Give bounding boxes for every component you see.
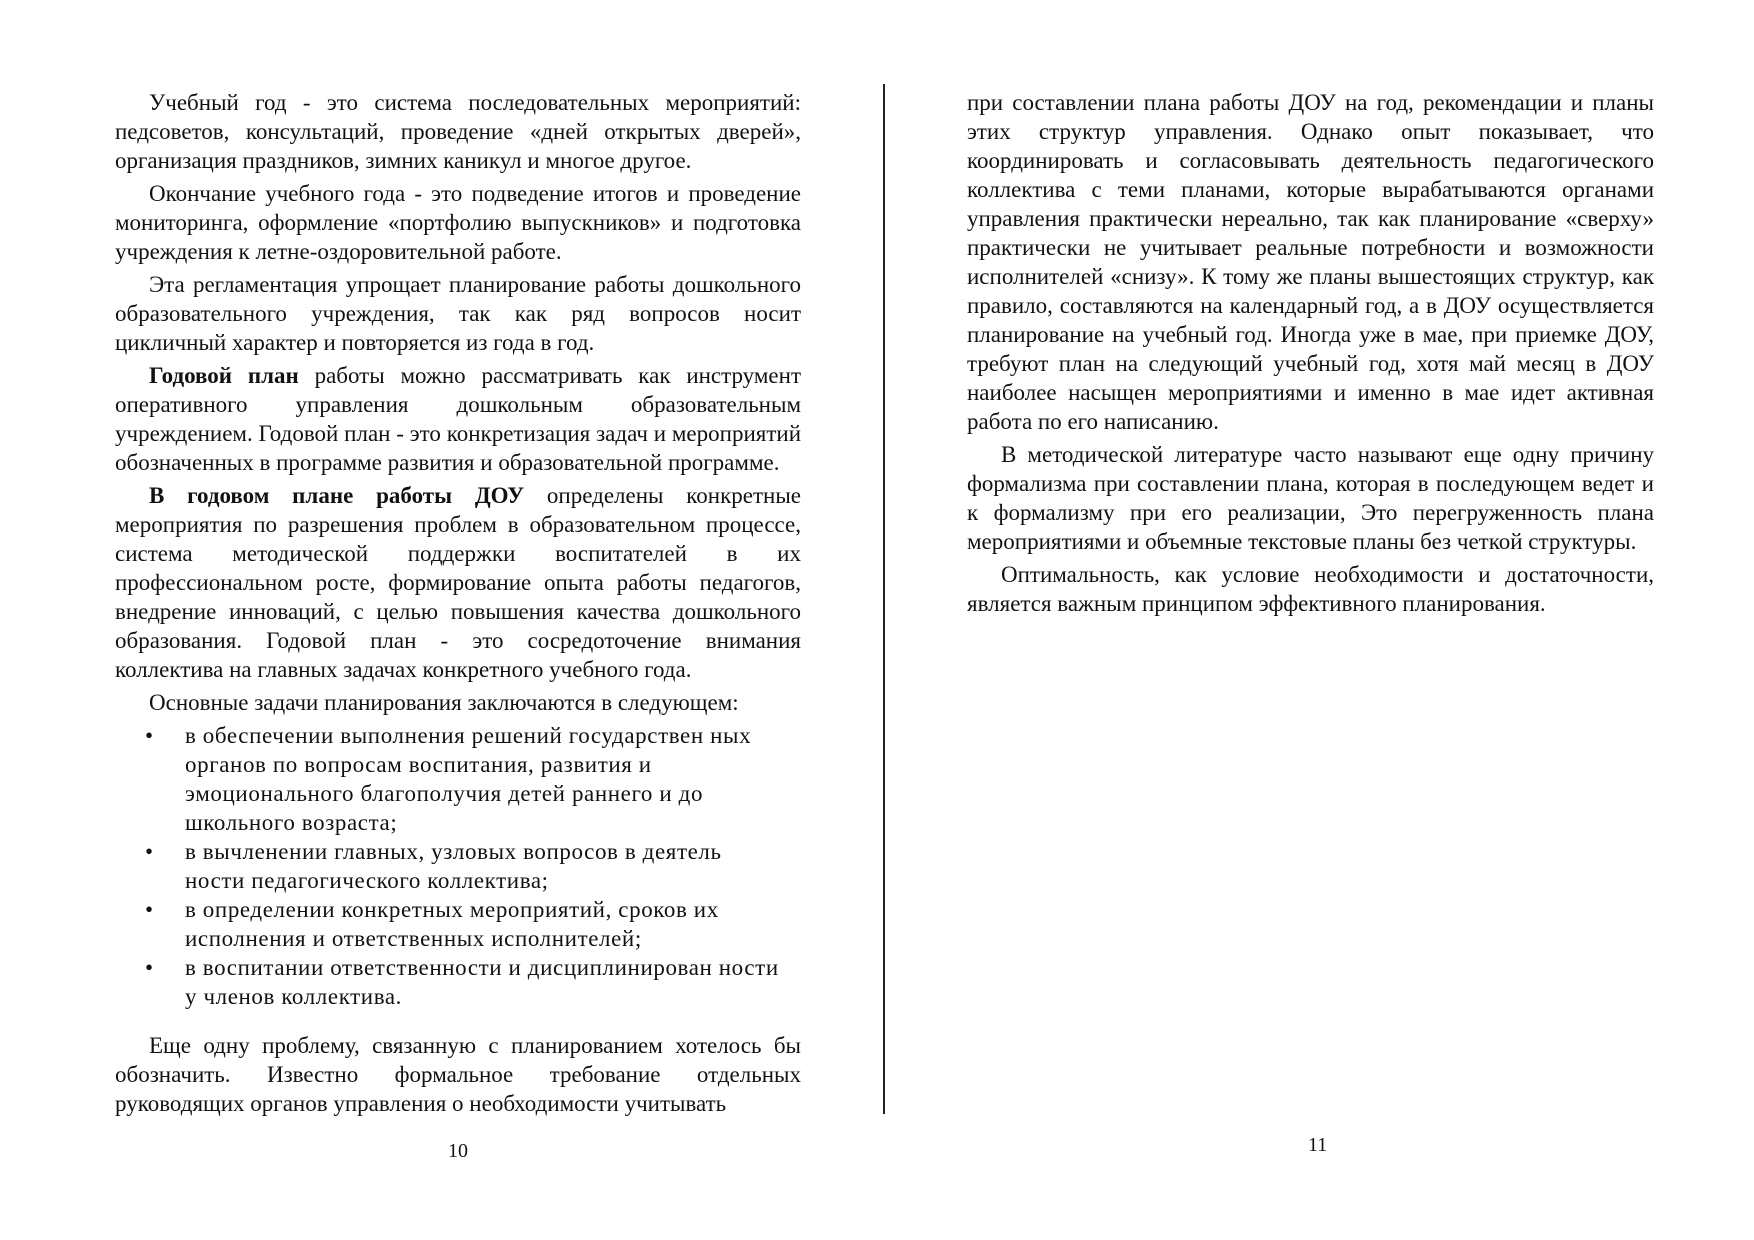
right-page xyxy=(967,88,1654,622)
bullet-icon: • xyxy=(145,897,154,922)
paragraph: Еще одну проблему, связанную с планированием хотелось бы обозначить. Известно формальное требование отдельных руководящих органов управления о необходимости учитывать xyxy=(115,1033,801,1116)
list-item-text: в воспитании ответственности и дисциплинирован ности у членов коллектива. xyxy=(185,955,779,1009)
paragraph: Основные задачи планирования заключаются в следующем: xyxy=(149,690,739,715)
list-item xyxy=(115,953,801,1011)
list-item xyxy=(115,895,801,953)
paragraph: Окончание учебного года - это подведение итогов и проведение мониторинга, оформление «портфолию выпускников» и подготовка учреждения к летне-оздоровительной работе. xyxy=(115,181,801,264)
bullet-icon: • xyxy=(145,839,154,864)
paragraph xyxy=(115,361,801,477)
paragraph-text: определены конкретные мероприятия по разрешения проблем в образовательном процессе, система методической поддержки воспитателей в их профессиональном росте, формирование опыта работы педагогов, внедрение инноваций, с целью повышения качества дошкольного образования. Годовой план - это сосредоточение внимания коллектива на главных задачах конкретного учебного года. xyxy=(115,483,801,682)
page-number: 11 xyxy=(1308,1134,1328,1156)
list-item-text: в определении конкретных мероприятий, сроков их исполнения и ответственных исполнителей; xyxy=(185,897,719,951)
bullet-icon: • xyxy=(145,955,154,980)
bold-term: В годовом плане работы ДОУ xyxy=(149,483,525,508)
left-page xyxy=(115,88,801,1122)
spacer xyxy=(115,1015,801,1031)
bold-term: Годовой план xyxy=(149,363,299,388)
task-list xyxy=(115,721,801,1011)
paragraph: Оптимальность, как условие необходимости и достаточности, является важным принципом эффективного планирования. xyxy=(967,562,1654,616)
paragraph: В методической литературе часто называют еще одну причину формализма при составлении плана, которая в последующем ведет и к формализму при его реализации, Это перегруженность плана мероприятиями и объемные текстовые планы без четкой структуры. xyxy=(967,442,1654,554)
list-item xyxy=(115,837,801,895)
page-number: 10 xyxy=(448,1140,468,1162)
bullet-icon: • xyxy=(145,723,154,748)
page-divider xyxy=(883,84,885,1114)
list-item-text: в обеспечении выполнения решений государствен ных органов по вопросам воспитания, развития и эмоционального благополучия детей раннего и до школьного возраста; xyxy=(185,723,752,835)
list-item-text: в вычленении главных, узловых вопросов в деятель ности педагогического коллектива; xyxy=(185,839,722,893)
paragraph xyxy=(115,481,801,684)
list-item xyxy=(115,721,801,837)
paragraph: Учебный год - это система последовательных мероприятий: педсоветов, консультаций, проведение «дней открытых дверей», организация праздников, зимних каникул и многое другое. xyxy=(115,90,801,173)
paragraph: Эта регламентация упрощает планирование работы дошкольного образовательного учреждения, так как ряд вопросов носит цикличный характер и повторяется из года в год. xyxy=(115,272,801,355)
paragraph-text: работы можно рассматривать как инструмент оперативного управления дошкольным образовательным учреждением. Годовой план - это конкретизация задач и мероприятий обозначенных в программе развития и образовательной программе. xyxy=(115,363,801,475)
paragraph: при составлении плана работы ДОУ на год, рекомендации и планы этих структур управления. Однако опыт показывает, что координировать и согласовывать деятельность педагогического коллектива с теми планами, которые вырабатываются органами управления практически нереально, так как планирование «сверху» практически не учитывает реальные потребности и возможности исполнителей «снизу». К тому же планы вышестоящих структур, как правило, составляются на календарный год, а в ДОУ осуществляется планирование на учебный год. Иногда уже в мае, при приемке ДОУ, требуют план на следующий учебный год, хотя май месяц в ДОУ наиболее насыщен мероприятиями и именно в мае идет активная работа по его написанию. xyxy=(967,90,1654,434)
